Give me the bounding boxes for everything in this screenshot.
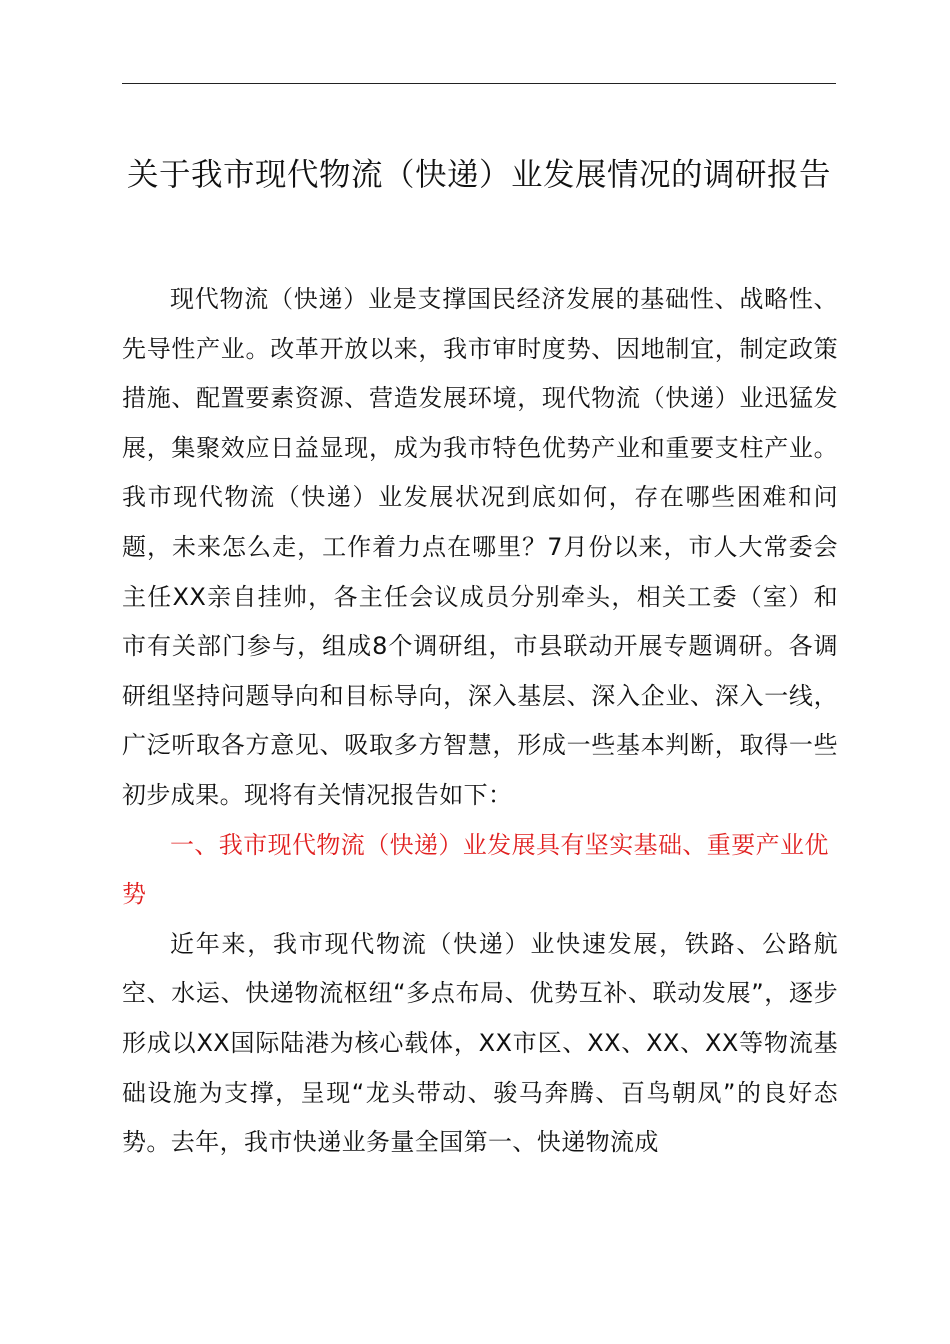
section-1-paragraph: 近年来，我市现代物流（快递）业快速发展，铁路、公路航空、水运、快递物流枢纽“多点布局、优势互补、联动发展”，逐步形成以XX国际陆港为核心载体，XX市区、XX、XX、XX等物流基础设施为支撑，呈现“龙头带动、骏马奔腾、百鸟朝凤”的良好态势。去年，我市快递业务量全国第一、快递物流成	[122, 929, 838, 1157]
document-body	[122, 275, 838, 1168]
intro-paragraph: 现代物流（快递）业是支撑国民经济发展的基础性、战略性、先导性产业。改革开放以来，我市审时度势、因地制宜，制定政策措施、配置要素资源、营造发展环境，现代物流（快递）业迅猛发展，集聚效应日益显现，成为我市特色优势产业和重要支柱产业。我市现代物流（快递）业发展状况到底如何，存在哪些困难和问题，未来怎么走，工作着力点在哪里？7月份以来，市人大常委会主任XX亲自挂帅，各主任会议成员分别牵头，相关工委（室）和市有关部门参与，组成8个调研组，市县联动开展专题调研。各调研组坚持问题导向和目标导向，深入基层、深入企业、深入一线，广泛听取各方意见、吸取多方智慧，形成一些基本判断，取得一些初步成果。现将有关情况报告如下：	[122, 285, 838, 809]
document-title: 关于我市现代物流（快递）业发展情况的调研报告	[126, 157, 831, 193]
header-rule	[122, 83, 836, 84]
section-heading-1: 一、我市现代物流（快递）业发展具有坚实基础、重要产业优势	[122, 830, 829, 909]
